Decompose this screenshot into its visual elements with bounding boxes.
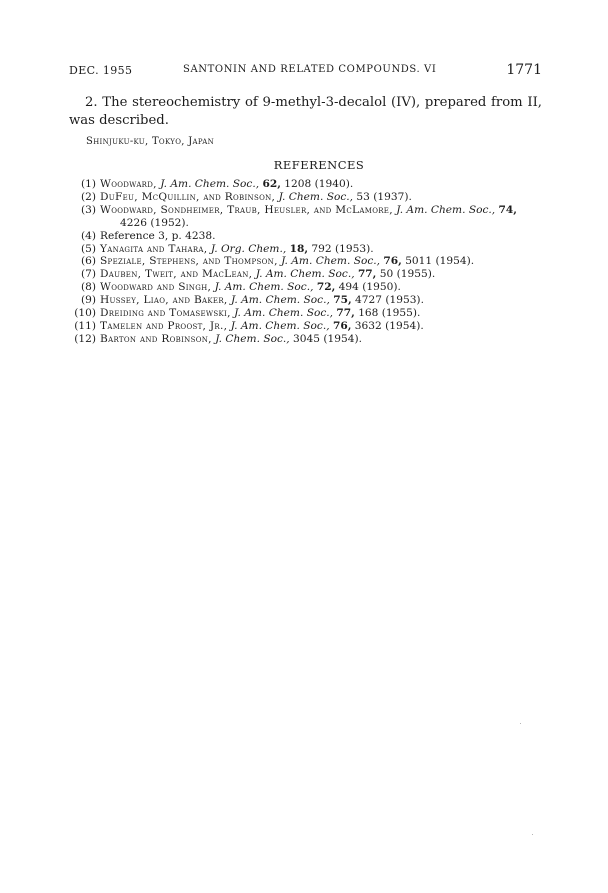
running-head xyxy=(69,62,542,80)
reference-item xyxy=(70,294,550,307)
reference-authors: Woodward and Singh, xyxy=(100,281,212,294)
reference-item xyxy=(70,243,550,256)
reference-item xyxy=(70,230,550,243)
reference-journal: J. Am. Chem. Soc., xyxy=(214,281,314,294)
reference-number: (8) xyxy=(80,281,96,294)
reference-journal: J. Am. Chem. Soc., xyxy=(396,203,496,216)
reference-volume: 18, xyxy=(289,242,309,255)
reference-item xyxy=(70,191,550,204)
reference-volume: 77, xyxy=(336,307,355,320)
reference-authors: Dreiding and Tomasewski, xyxy=(100,307,231,320)
reference-authors: DuFeu, McQuillin, and Robinson, xyxy=(100,190,276,203)
reference-number: (7) xyxy=(80,268,96,281)
reference-journal: J. Am. Chem. Soc., xyxy=(230,319,330,332)
reference-journal: J. Am. Chem. Soc., xyxy=(230,294,330,307)
reference-pages-year: 1208 (1940). xyxy=(284,178,354,190)
reference-item xyxy=(70,255,550,268)
reference-item xyxy=(70,333,550,346)
reference-authors: Yanagita and Tahara, xyxy=(100,242,208,255)
reference-number: (4) xyxy=(80,229,96,242)
reference-continuation: 4226 (1952). xyxy=(120,216,189,229)
reference-journal: J. Chem. Soc., xyxy=(278,190,354,203)
reference-pages-year: 3632 (1954). xyxy=(354,319,424,332)
reference-number: (6) xyxy=(80,255,96,268)
references-heading-text: REFERENCES xyxy=(273,158,365,172)
reference-item xyxy=(70,281,550,294)
page-number: 1771 xyxy=(506,62,542,78)
reference-pages-year: 5011 (1954). xyxy=(405,255,475,268)
paper-speck xyxy=(532,834,533,835)
reference-pages-year: 50 (1955). xyxy=(379,268,436,281)
reference-journal: J. Am. Chem. Soc., xyxy=(281,255,380,268)
reference-authors: Dauben, Tweit, and MacLean, xyxy=(100,268,253,281)
reference-item xyxy=(70,268,550,281)
reference-authors: Barton and Robinson, xyxy=(100,332,212,345)
reference-number: (5) xyxy=(80,242,96,255)
reference-authors: Tamelen and Proost, Jr., xyxy=(100,319,228,332)
reference-number: (2) xyxy=(80,190,96,203)
reference-pages-year: 792 (1953). xyxy=(311,242,374,255)
reference-number: (11) xyxy=(74,319,96,332)
reference-item xyxy=(70,204,550,230)
paper-speck xyxy=(520,723,521,724)
reference-volume: 77, xyxy=(357,268,377,281)
reference-volume: 72, xyxy=(316,281,336,294)
reference-list xyxy=(70,178,550,346)
reference-volume: 75, xyxy=(333,294,352,307)
reference-authors: Woodward, Sondheimer, Traub, Heusler, and McLamore, xyxy=(100,203,393,216)
references-heading xyxy=(0,158,608,172)
reference-journal: J. Am. Chem. Soc., xyxy=(255,268,355,281)
running-title: SANTONIN AND RELATED COMPOUNDS. VI xyxy=(183,64,437,75)
reference-number: (3) xyxy=(80,203,96,216)
reference-number: (10) xyxy=(74,307,96,320)
reference-journal: J. Chem. Soc., xyxy=(215,332,290,345)
reference-pages-year: 4727 (1953). xyxy=(355,294,424,307)
issue-date: DEC. 1955 xyxy=(69,64,133,77)
reference-volume: 62, xyxy=(262,178,281,190)
reference-volume: 76, xyxy=(383,255,402,268)
reference-journal: J. Org. Chem., xyxy=(210,242,287,255)
reference-volume: 74, xyxy=(498,203,517,216)
reference-number: (12) xyxy=(74,332,96,345)
reference-pages-year: 53 (1937). xyxy=(356,190,412,203)
reference-pages-year: 168 (1955). xyxy=(358,307,421,320)
reference-authors: Hussey, Liao, and Baker, xyxy=(100,294,228,307)
reference-volume: 76, xyxy=(332,319,352,332)
reference-item xyxy=(70,178,550,191)
reference-pages-year: 494 (1950). xyxy=(338,281,401,294)
conclusion-paragraph: 2. The stereochemistry of 9-methyl-3-decalol (IV), prepared from II, was described. xyxy=(69,95,542,128)
reference-item xyxy=(70,320,550,333)
reference-text: Reference 3, p. 4238. xyxy=(100,229,216,242)
reference-number: (1) xyxy=(80,178,96,190)
reference-pages-year: 3045 (1954). xyxy=(293,332,362,345)
reference-authors: Woodward, xyxy=(100,178,157,190)
reference-authors: Speziale, Stephens, and Thompson, xyxy=(100,255,278,268)
reference-number: (9) xyxy=(80,294,96,307)
reference-journal: J. Am. Chem. Soc., xyxy=(160,178,260,190)
reference-journal: J. Am. Chem. Soc., xyxy=(234,307,333,320)
author-affiliation: Shinjuku-ku, Tokyo, Japan xyxy=(86,136,215,147)
reference-item xyxy=(70,307,550,320)
